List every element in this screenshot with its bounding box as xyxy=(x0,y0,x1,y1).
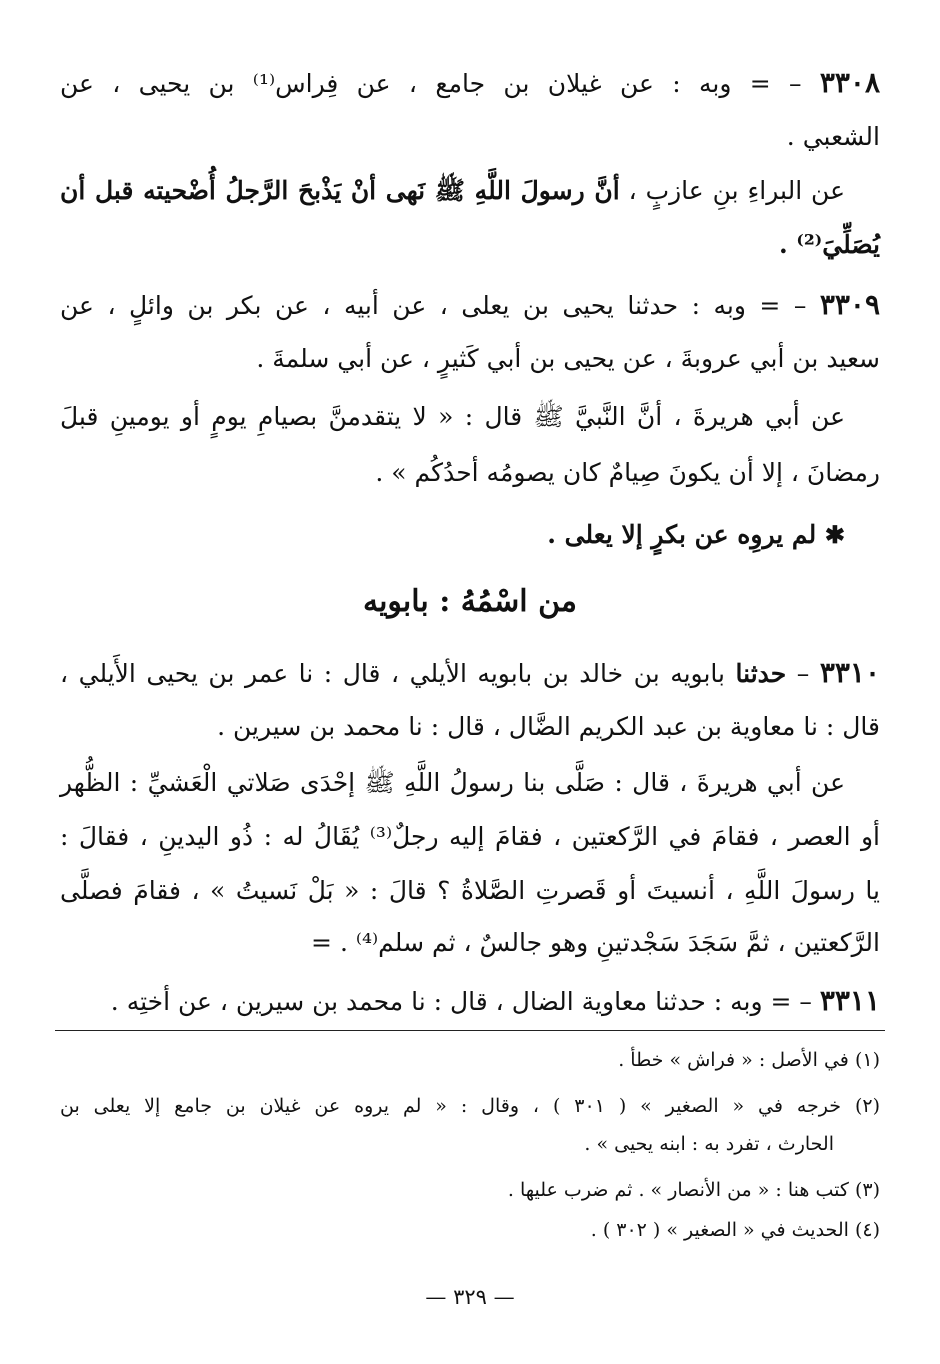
footnote-4 xyxy=(591,1216,880,1244)
entry-3308-line-4: يُصَلِّيَ⁽²⁾ . xyxy=(778,230,880,259)
footnote-divider xyxy=(55,1030,885,1031)
hadith-number: ٣٣١١ xyxy=(819,984,880,1017)
footnote-marker: (٤) xyxy=(854,1219,880,1241)
author-note xyxy=(60,518,845,552)
text-run: – = وبه : حدثنا يحيى بن يعلى ، عن أبيه ، عن بكر بن وائلٍ ، عن xyxy=(60,291,820,320)
footnote-text: الحديث في « الصغير » ( ٣٠٢ ) . xyxy=(590,1219,849,1241)
entry-3311-line-1 xyxy=(60,984,880,1019)
entry-3310-line-3: عن أبي هريرةَ ، قال : صَلَّى بنا رسولُ اللَّهِ ﷺ إحْدَى صَلاتي الْعَشيِّ : الظُّهر xyxy=(60,768,845,797)
entry-3308-line-2: الشعبي . xyxy=(786,122,880,151)
haddathana-label: حدثنا xyxy=(735,659,787,688)
text-run: – = وبه : عن غيلان بن جامع ، عن فِراس⁽¹⁾ بن يحيى ، عن xyxy=(60,69,820,98)
entry-3310-line-2: قال : نا معاوية بن عبد الكريم الضَّال ، قال : نا محمد بن سيرين . xyxy=(217,712,880,741)
hadith-number: ٣٣٠٨ xyxy=(819,66,880,99)
entry-3309-line-4: رمضانَ ، إلا أن يكونَ صِيامٌ كان يصومُه أحدُكُم » . xyxy=(375,458,880,487)
entry-3310-line-6: الرَّكعتين ، ثمَّ سَجَدَ سَجْدتينِ وهو جالسٌ ، ثم سلم⁽⁴⁾ . = xyxy=(311,928,880,957)
author-note-text: لم يروِه عن بكرٍ إلا يعلى . xyxy=(547,520,825,549)
hadith-number: ٣٣٠٩ xyxy=(819,288,880,321)
entry-3309-line-2: سعيد بن أبي عروبةَ ، عن يحيى بن أبي كَثيرٍ ، عن أبي سلمةَ . xyxy=(256,344,880,373)
entry-3310-line-4: أو العصر ، فقامَ في الرَّكعتين ، فقامَ إليه رجلٌ⁽³⁾ يُقَالُ له : ذُو اليدينِ ، فقالَ : xyxy=(60,822,881,851)
hadith-text-bold: أنَّ رسولَ اللَّهِ ﷺ نَهى أنْ يَذْبحَ الرَّجلُ أُضْحيته قبل أن xyxy=(60,176,620,205)
hadith-number: ٣٣١٠ xyxy=(819,656,880,689)
footnote-text: خرجه في « الصغير » ( ٣٠١ ) ، وقال : « لم يروه عن غيلان بن جامع إلا يعلى بن xyxy=(60,1095,842,1117)
footnote-marker: (٣) xyxy=(854,1179,880,1201)
footnote-text: كتب هنا : « من الأنصار » . ثم ضرب عليها . xyxy=(507,1179,849,1201)
entry-3308-line-1 xyxy=(60,66,880,101)
page-number: — ٣٢٩ — xyxy=(425,1285,515,1309)
entry-3310-line-1 xyxy=(60,656,880,691)
entry-3308-line-3 xyxy=(60,174,845,208)
footnote-1 xyxy=(618,1046,880,1074)
text-run: عن البراءِ بنِ عازبٍ ، xyxy=(619,176,846,205)
text-run: بابويه بن خالد بن بابويه الأيلي ، قال : نا عمر بن يحيى الأَيلي ، xyxy=(60,659,736,688)
section-heading: من اسْمُهُ : بابويه xyxy=(363,584,577,619)
footnote-2-continuation: الحارث ، تفرد به : ابنه يحيى » . xyxy=(584,1133,834,1155)
dash: – xyxy=(786,659,820,688)
footnote-marker: (١) xyxy=(854,1049,880,1071)
footnote-3 xyxy=(508,1176,880,1204)
footnote-marker: (٢) xyxy=(854,1095,881,1117)
footnote-2 xyxy=(60,1092,880,1120)
asterisk-icon: ✱ xyxy=(824,520,845,549)
entry-3309-line-3: عن أبي هريرةَ ، أنَّ النَّبيَّ ﷺ قال : « لا يتقدمنَّ بصيامِ يومٍ أو يومينِ قبلَ xyxy=(60,402,845,431)
entry-3309-line-1 xyxy=(60,288,880,323)
footnote-text: في الأصل : « فراش » خطأ . xyxy=(618,1049,849,1071)
entry-3310-line-5: يا رسولَ اللَّهِ ، أنسيتَ أو قَصرتِ الصَّلاةُ ؟ قالَ : « بَلْ نَسيتُ » ، فقامَ فصلَّى xyxy=(60,876,880,905)
text-run: – = وبه : حدثنا معاوية الضال ، قال : نا محمد بن سيرين ، عن أختِه . xyxy=(110,987,820,1016)
